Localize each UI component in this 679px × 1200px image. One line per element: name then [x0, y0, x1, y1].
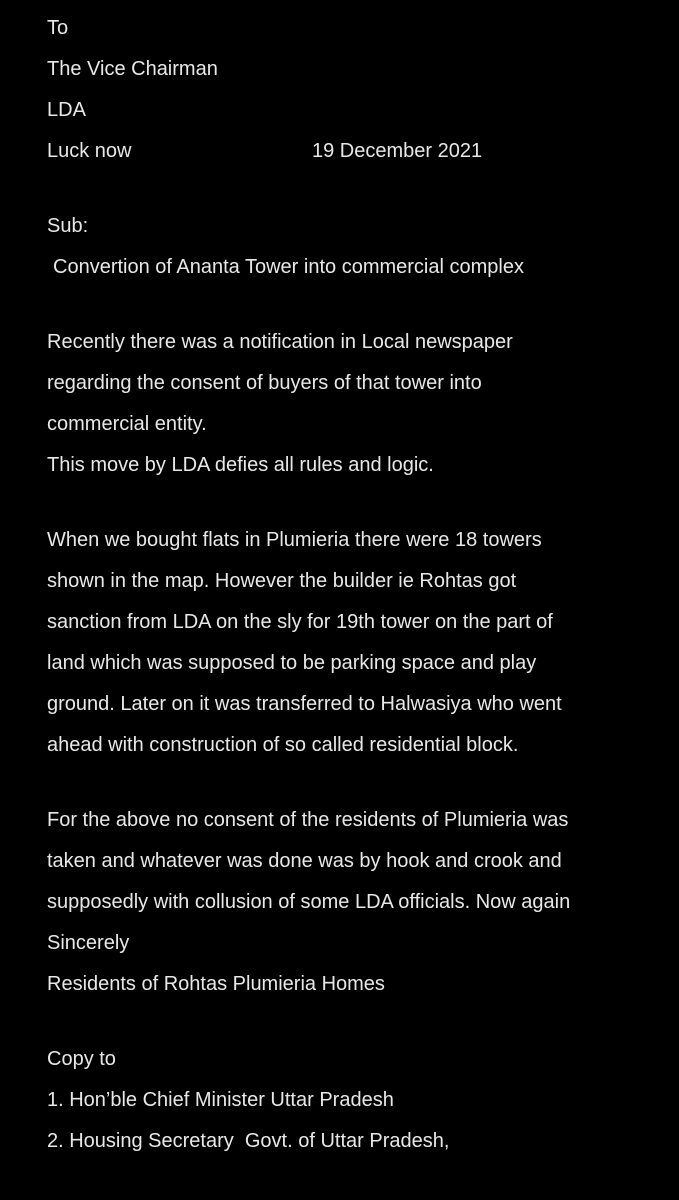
salutation-to: To — [47, 17, 69, 39]
copy-to-label: Copy to — [47, 1048, 116, 1070]
paragraph-2 — [47, 520, 659, 766]
place: Luck now — [47, 140, 132, 162]
subject-text: Convertion of Ananta Tower into commercial complex — [53, 256, 524, 278]
recipient-title: The Vice Chairman — [47, 58, 218, 80]
paragraph-line: shown in the map. However the builder ie Rohtas got — [47, 570, 517, 592]
subject-label: Sub: — [47, 215, 89, 237]
copy-recipient: 1. Hon’ble Chief Minister Uttar Pradesh — [47, 1089, 394, 1111]
closing: Sincerely — [47, 932, 130, 954]
paragraph-line: When we bought flats in Plumieria there were 18 towers — [47, 529, 542, 551]
paragraph-line: taken and whatever was done was by hook and crook and — [47, 850, 562, 872]
paragraph-line: regarding the consent of buyers of that tower into — [47, 372, 482, 394]
paragraph-line: supposedly with collusion of some LDA officials. Now again — [47, 891, 571, 913]
paragraph-line: sanction from LDA on the sly for 19th tower on the part of — [47, 611, 553, 633]
copy-recipient: 2. Housing Secretary Govt. of Uttar Pradesh, — [47, 1130, 450, 1152]
paragraph-1 — [47, 322, 659, 486]
paragraph-line: commercial entity. — [47, 413, 207, 435]
signatory: Residents of Rohtas Plumieria Homes — [47, 973, 385, 995]
paragraph-line: For the above no consent of the residents of Plumieria was — [47, 809, 569, 831]
paragraph-line: Recently there was a notification in Local newspaper — [47, 331, 513, 353]
paragraph-line: This move by LDA defies all rules and logic. — [47, 454, 434, 476]
letter-document — [47, 8, 659, 1162]
paragraph-line: ground. Later on it was transferred to Halwasiya who went — [47, 693, 562, 715]
paragraph-line: ahead with construction of so called residential block. — [47, 734, 519, 756]
paragraph-3 — [47, 800, 659, 923]
paragraph-line: land which was supposed to be parking space and play — [47, 652, 537, 674]
recipient-org: LDA — [47, 99, 86, 121]
date: 19 December 2021 — [312, 140, 483, 162]
place-date-line — [47, 131, 659, 172]
